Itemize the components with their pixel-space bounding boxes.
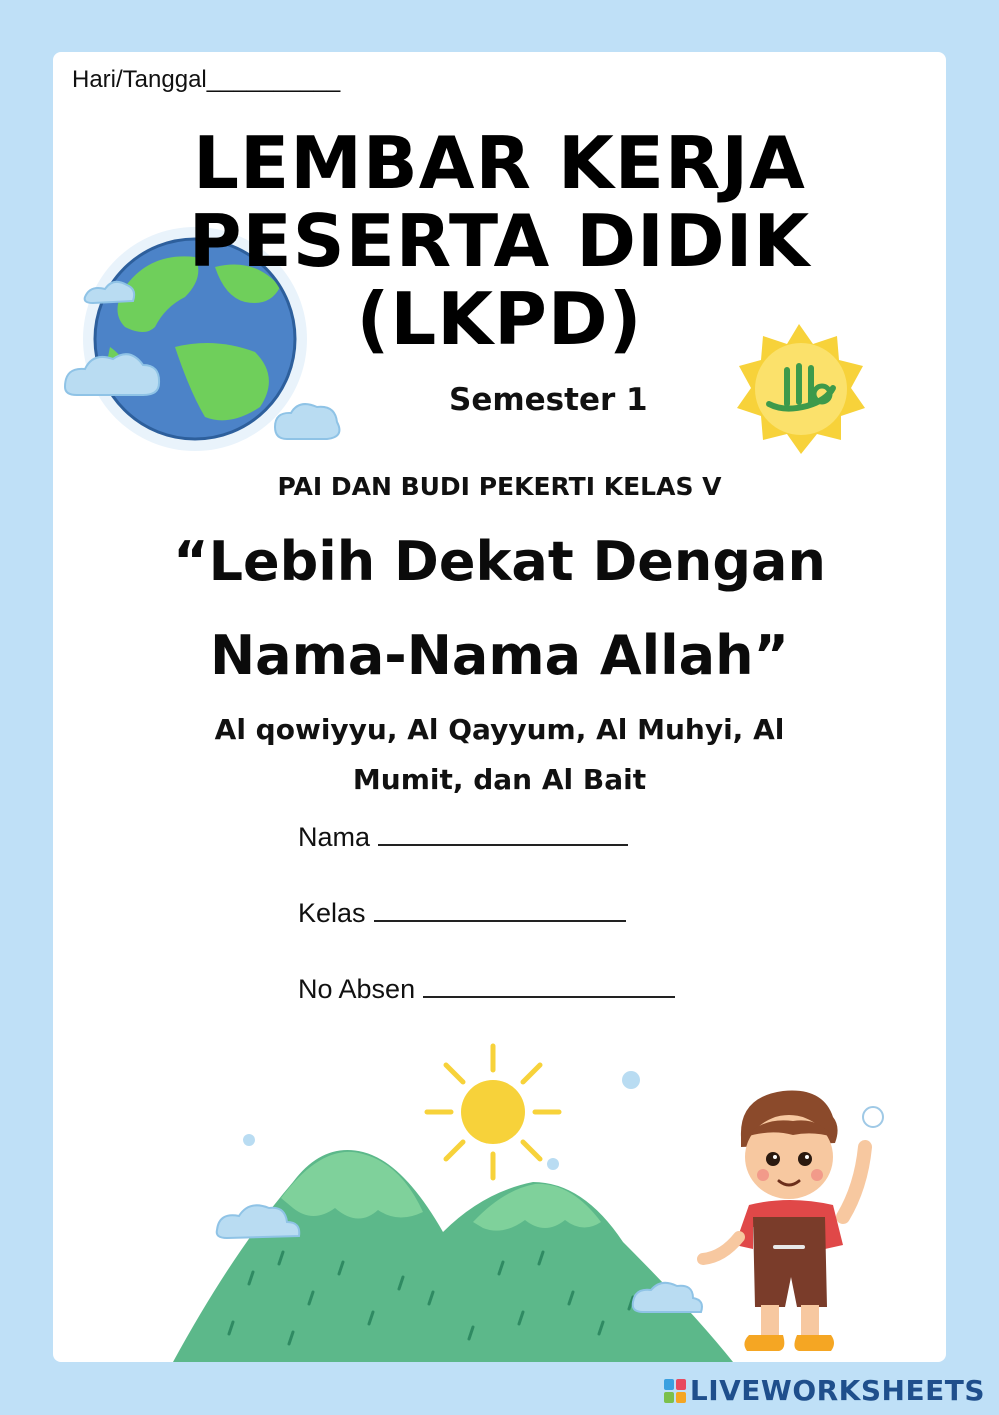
quote-line-1: “Lebih Dekat Dengan xyxy=(173,530,826,593)
title-line-3: (LKPD) xyxy=(356,277,643,361)
subject-label: PAI DAN BUDI PEKERTI KELAS V xyxy=(277,472,722,501)
date-field-label[interactable]: Hari/Tanggal__________ xyxy=(72,66,341,93)
nama-field[interactable] xyxy=(298,822,628,853)
quote-line-2: Nama-Nama Allah” xyxy=(209,624,790,687)
kelas-label: Kelas xyxy=(298,898,366,928)
nama-label: Nama xyxy=(298,822,371,852)
no-absen-field[interactable] xyxy=(298,974,675,1005)
brand-label: LIVEWORKSHEETS xyxy=(689,1374,985,1407)
kelas-field[interactable] xyxy=(298,898,626,929)
mountains-illustration xyxy=(173,1112,753,1362)
nama-input-line[interactable] xyxy=(378,843,628,846)
title-line-2: PESERTA DIDIK xyxy=(188,199,811,283)
liveworksheets-brand[interactable] xyxy=(664,1374,985,1407)
asmaul-husna-line-2: Mumit, dan Al Bait xyxy=(352,763,647,796)
kelas-input-line[interactable] xyxy=(374,919,626,922)
allah-calligraphy-badge-icon xyxy=(729,322,869,457)
semester-label: Semester 1 xyxy=(449,382,648,418)
no-absen-input-line[interactable] xyxy=(423,995,675,998)
worksheet-sheet xyxy=(53,52,946,1362)
no-absen-label: No Absen xyxy=(298,974,416,1004)
asmaul-husna-line-1: Al qowiyyu, Al Qayyum, Al Muhyi, Al xyxy=(214,713,785,746)
boy-pointing-illustration xyxy=(693,1077,903,1362)
title-line-1: LEMBAR KERJA xyxy=(193,121,806,205)
liveworksheets-logo-icon xyxy=(664,1379,686,1403)
